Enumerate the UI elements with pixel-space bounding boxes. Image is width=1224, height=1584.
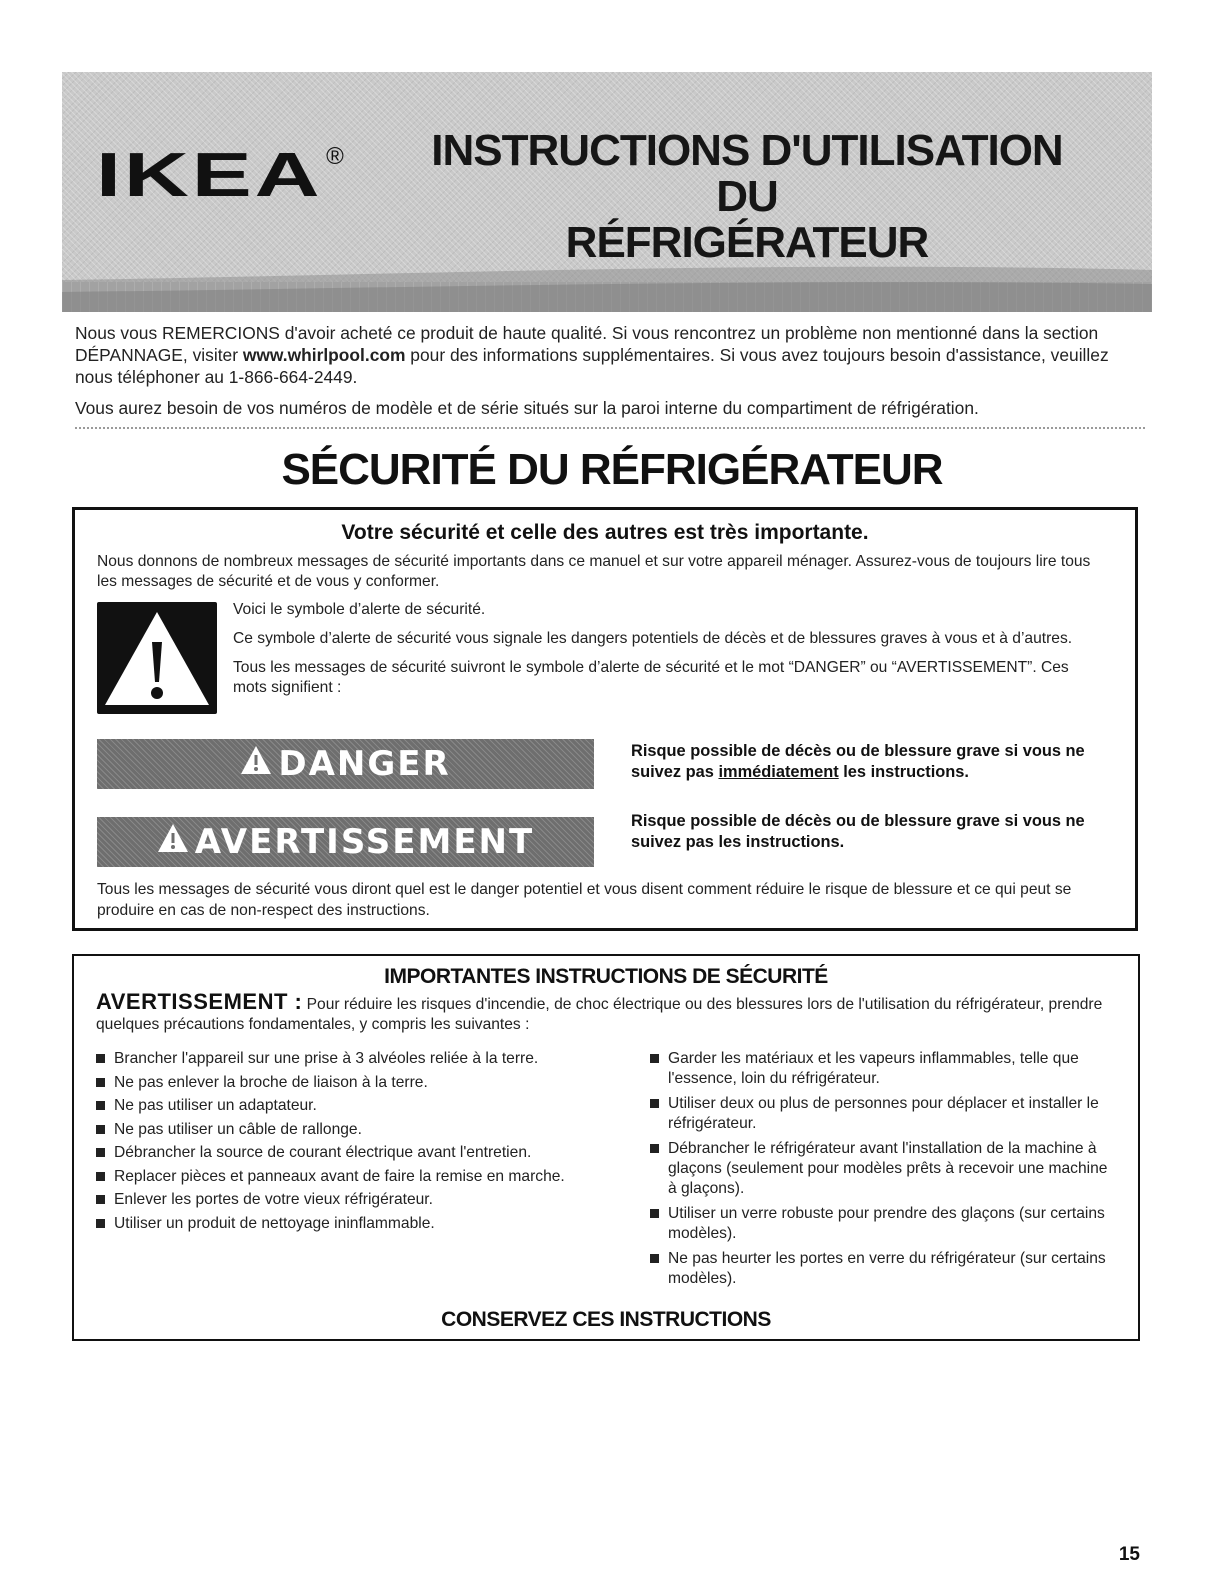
bullet-square-icon xyxy=(96,1172,105,1181)
divider xyxy=(75,427,1145,429)
list-item xyxy=(96,1049,636,1069)
danger-desc-start: Risque possible de décès ou de blessure grave si vous ne suivez pas xyxy=(631,742,1085,781)
intro-p1-end: pour des informations supplémentaires. Si vous avez toujours besoin d'assistance, veuillez nous téléphoner au 1-866-664-2449. xyxy=(75,345,1109,387)
bullet-square-icon xyxy=(650,1054,659,1063)
safety-heading: Votre sécurité et celle des autres est très importante. xyxy=(341,521,869,544)
list-item xyxy=(96,1096,636,1116)
list-item-text: Brancher l'appareil sur une prise à 3 alvéoles reliée à la terre. xyxy=(114,1050,539,1067)
intro-paragraph-1 xyxy=(75,322,1145,388)
list-item-text: Enlever les portes de votre vieux réfrigérateur. xyxy=(114,1191,433,1208)
instructions-footer: CONSERVEZ CES INSTRUCTIONS xyxy=(441,1308,771,1331)
intro-p1-start: Nous vous REMERCIONS d'avoir acheté ce produit de haute qualité. Si vous rencontrez un problème non mentionné dans la section DÉPANNAGE, visiter xyxy=(75,323,1099,365)
bullet-square-icon xyxy=(96,1195,105,1204)
alert-line-2: Ce symbole d’alerte de sécurité vous signale les dangers potentiels de décès et de blessures graves à vous et à d’autres. xyxy=(233,630,1073,647)
important-instructions-box xyxy=(72,954,1140,1341)
safety-intro: Nous donnons de nombreux messages de sécurité importants dans ce manuel et sur votre appareil ménager. Assurez-vous de toujours lire tous les messages de sécurité et de vous y conformer. xyxy=(97,553,1091,590)
list-item-text: Utiliser un verre robuste pour prendre des glaçons (sur certains modèles). xyxy=(668,1205,1105,1242)
document-title xyxy=(397,128,1097,266)
list-item xyxy=(650,1204,1120,1244)
instructions-heading: IMPORTANTES INSTRUCTIONS DE SÉCURITÉ xyxy=(384,965,828,988)
registered-mark: ® xyxy=(326,143,344,170)
document-title-line-1: INSTRUCTIONS D'UTILISATION DU xyxy=(431,126,1063,221)
bullet-square-icon xyxy=(96,1219,105,1228)
instructions-list-left xyxy=(96,1049,636,1237)
list-item xyxy=(96,1167,636,1187)
bullet-square-icon xyxy=(96,1148,105,1157)
page-number: 15 xyxy=(1118,1544,1140,1565)
list-item-text: Garder les matériaux et les vapeurs inflammables, telle que l'essence, loin du réfrigérateur. xyxy=(668,1050,1079,1087)
list-item xyxy=(96,1190,636,1210)
bullet-square-icon xyxy=(650,1099,659,1108)
list-item-text: Utiliser deux ou plus de personnes pour déplacer et installer le réfrigérateur. xyxy=(668,1095,1099,1132)
list-item-text: Débrancher la source de courant électrique avant l'entretien. xyxy=(114,1144,532,1161)
instructions-warning-label: AVERTISSEMENT : xyxy=(96,989,303,1014)
list-item-text: Ne pas enlever la broche de liaison à la terre. xyxy=(114,1073,428,1091)
list-item-text: Ne pas utiliser un adaptateur. xyxy=(114,1097,317,1114)
instructions-intro xyxy=(96,989,1116,1035)
bullet-square-icon xyxy=(96,1101,105,1110)
warning-signal-panel xyxy=(97,817,594,867)
alert-line-1: Voici le symbole d’alerte de sécurité. xyxy=(233,601,486,618)
list-item xyxy=(96,1143,636,1163)
list-item xyxy=(96,1073,636,1093)
instructions-list-right xyxy=(650,1049,1120,1294)
list-item xyxy=(650,1249,1120,1289)
warning-description: Risque possible de décès ou de blessure grave si vous ne suivez pas les instructions. xyxy=(631,812,1085,851)
header-banner xyxy=(62,72,1152,312)
instructions-warning-text: Pour réduire les risques d'incendie, de choc électrique ou des blessures lors de l'utilisation du réfrigérateur, prendre quelques précautions fondamentales, y compris les suivantes : xyxy=(96,996,1103,1033)
list-item-text: Débrancher le réfrigérateur avant l'installation de la machine à glaçons (seulement pour modèles prêts à recevoir une machine à glaçons). xyxy=(668,1140,1108,1197)
warning-triangle-icon xyxy=(157,822,189,862)
danger-desc-end: les instructions. xyxy=(838,763,969,781)
list-item-text: Replacer pièces et panneaux avant de faire la remise en marche. xyxy=(114,1167,565,1185)
bullet-square-icon xyxy=(650,1209,659,1218)
bullet-square-icon xyxy=(650,1254,659,1263)
danger-signal-panel xyxy=(97,739,594,789)
safety-footer: Tous les messages de sécurité vous diront quel est le danger potentiel et vous disent comment réduire le risque de blessure et ce qui peut se produire en cas de non-respect des instructions. xyxy=(97,881,1072,919)
safety-alert-icon xyxy=(97,602,217,714)
list-item-text: Utiliser un produit de nettoyage ininflammable. xyxy=(114,1214,435,1232)
warning-triangle-icon xyxy=(240,744,272,784)
intro-text xyxy=(75,322,1145,428)
alert-symbol-explanation xyxy=(233,600,1103,707)
alert-line-3: Tous les messages de sécurité suivront le symbole d’alerte de sécurité et le mot “DANGER” ou “AVERTISSEMENT”. Ces mots signifient : xyxy=(233,659,1069,696)
list-item-text: Ne pas utiliser un câble de rallonge. xyxy=(114,1120,362,1138)
danger-description xyxy=(631,741,1121,783)
logo-wordmark: IKEA xyxy=(96,141,323,210)
bullet-square-icon xyxy=(650,1144,659,1153)
bullet-square-icon xyxy=(96,1125,105,1134)
ikea-logo xyxy=(96,141,344,210)
warning-label: AVERTISSEMENT xyxy=(194,822,535,862)
intro-paragraph-2: Vous aurez besoin de vos numéros de modèle et de série situés sur la paroi interne du compartiment de réfrigération. xyxy=(75,398,979,418)
list-item xyxy=(96,1214,636,1234)
bullet-square-icon xyxy=(96,1078,105,1087)
list-item xyxy=(650,1094,1120,1134)
danger-desc-emphasis: immédiatement xyxy=(718,763,839,781)
danger-label: DANGER xyxy=(278,744,451,784)
list-item xyxy=(96,1120,636,1140)
section-title: SÉCURITÉ DU RÉFRIGÉRATEUR xyxy=(281,445,943,494)
list-item xyxy=(650,1049,1120,1089)
document-title-line-2: RÉFRIGÉRATEUR xyxy=(565,218,929,267)
list-item xyxy=(650,1139,1120,1199)
whirlpool-link[interactable]: www.whirlpool.com xyxy=(242,345,406,365)
safety-box xyxy=(72,507,1138,931)
list-item-text: Ne pas heurter les portes en verre du réfrigérateur (sur certains modèles). xyxy=(668,1250,1106,1287)
bullet-square-icon xyxy=(96,1054,105,1063)
